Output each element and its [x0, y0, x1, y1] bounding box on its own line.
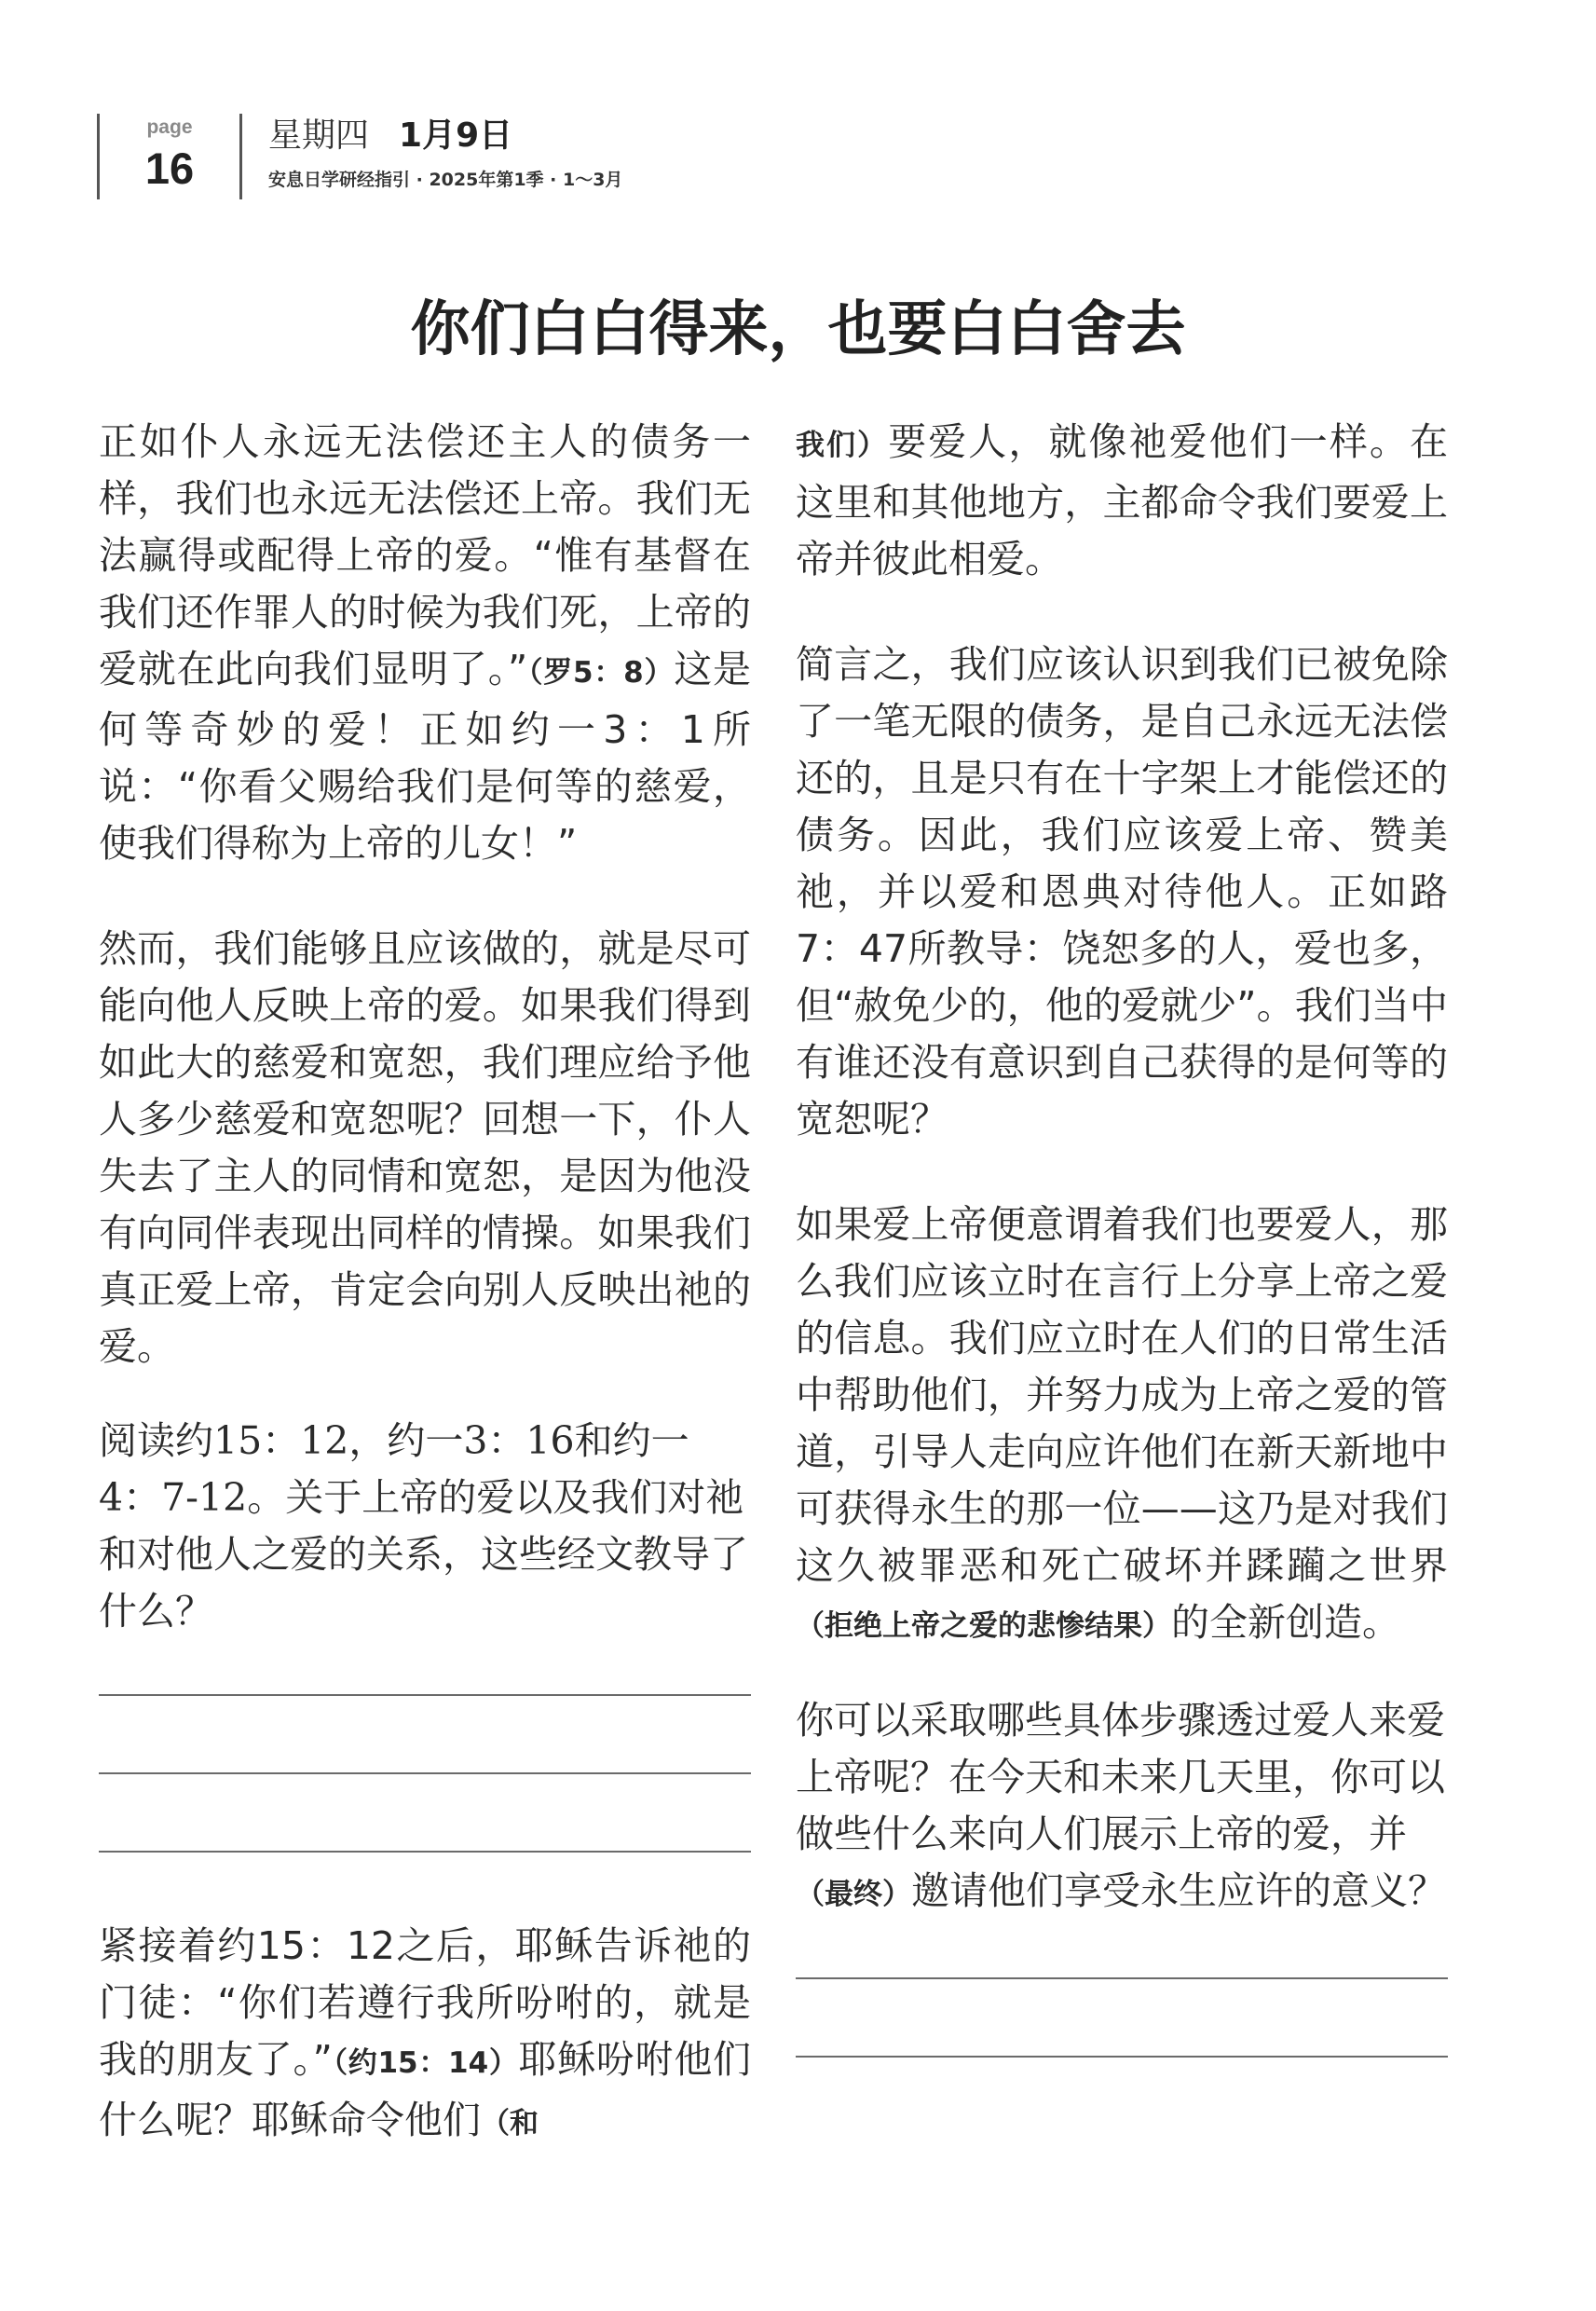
answer-lines-1	[99, 1694, 751, 1853]
weekday: 星期四	[268, 116, 370, 155]
scripture-reference: （约15：14）	[332, 2046, 519, 2080]
question-2-text-b: 邀请他们享受永生应许的意义？	[911, 1868, 1446, 1913]
paragraph-6-text-b: 的全新创造。	[1171, 1600, 1400, 1645]
bracket-note: （和	[481, 2107, 539, 2140]
right-column	[796, 414, 1448, 2058]
lesson-title: 你们白白得来，也要白白舍去	[410, 294, 1186, 364]
page-label: page	[146, 116, 193, 138]
paragraph-3-text-b: 耶稣吩咐他们什么呢？耶稣命令他们	[99, 2037, 752, 2142]
scripture-reference: （罗5：8）	[527, 656, 675, 690]
paragraph-5: 简言之，我们应该认识到我们已被免除了一笔无限的债务，是自己永远无法偿还的，且是只有在十字架上才能偿还的债务。因此，我们应该爱上帝、赞美祂，并以爱和恩典对待他人。正如路7：47所教导：饶恕多的人，爱也多，但“赦免少的，他的爱就少”。我们当中有谁还没有意识到自己获得的是何等的宽恕呢？	[796, 642, 1448, 1142]
paragraph-6-text-a: 如果爱上帝便意谓着我们也要爱人，那么我们应该立时在言行上分享上帝之爱的信息。我们应立时在人们的日常生活中帮助他们，并努力成为上帝之爱的管道，引导人走向应许他们在新天新地中可获得永生的那一位——这乃是对我们这久被罪恶和死亡破坏并蹂躏之世界	[796, 1202, 1448, 1588]
paragraph-2: 然而，我们能够且应该做的，就是尽可能向他人反映上帝的爱。如果我们得到如此大的慈爱和宽恕，我们理应给予他人多少慈爱和宽恕呢？回想一下，仆人失去了主人的同情和宽恕，是因为他没有向同伴表现出同样的情操。如果我们真正爱上帝，肯定会向别人反映出祂的爱。	[99, 926, 751, 1369]
answer-line[interactable]	[99, 1772, 751, 1774]
paragraph-1-text-a: 正如仆人永远无法偿还主人的债务一样，我们也永远无法偿还上帝。我们无法赢得或配得上帝的爱。“惟有基督在我们还作罪人的时候为我们死，上帝的爱就在此向我们显明了。”	[99, 419, 751, 691]
study-question-1: 阅读约15：12，约一3：16和约一4：7-12。关于上帝的爱以及我们对祂和对他人之爱的关系，这些经文教导了什么？	[99, 1418, 748, 1634]
left-column	[99, 414, 751, 2153]
bracket-note: 我们）	[796, 429, 889, 462]
bracket-note: （最终）	[796, 1878, 911, 1911]
answer-line[interactable]	[796, 2056, 1448, 2058]
paragraph-3-text-a: 紧接着约15：12之后，耶稣告诉祂的门徒：“你们若遵行我所吩咐的，就是我的朋友了。”	[99, 1923, 751, 2082]
page-number: 16	[144, 144, 195, 193]
answer-line[interactable]	[99, 1694, 751, 1696]
date: 1月9日	[399, 116, 513, 155]
study-question-2	[796, 1692, 1448, 1923]
page-header	[97, 114, 622, 199]
question-2-text-a: 你可以采取哪些具体步骤透过爱人来爱上帝呢？在今天和未来几天里，你可以做些什么来向人们展示上帝的爱，并	[796, 1698, 1445, 1856]
answer-line[interactable]	[796, 1977, 1448, 1979]
answer-lines-2	[796, 1977, 1448, 2058]
date-line	[268, 116, 622, 155]
bracket-note: （拒绝上帝之爱的悲惨结果）	[796, 1609, 1171, 1643]
paragraph-4	[796, 414, 1448, 588]
paragraph-3	[99, 1918, 751, 2153]
paragraph-4-text: 要爱人，就像祂爱他们一样。在这里和其他地方，主都命令我们要爱上帝并彼此相爱。	[796, 419, 1448, 581]
page-number-box	[100, 114, 239, 199]
date-box	[242, 114, 622, 199]
paragraph-1-text-b: 这是何等奇妙的爱！正如约一3：1所说：“你看父赐给我们是何等的慈爱，使我们得称为上帝的儿女！”	[99, 647, 752, 866]
paragraph-6	[796, 1197, 1448, 1655]
publication-subtitle: 安息日学研经指引 · 2025年第1季 · 1～3月	[268, 170, 623, 190]
paragraph-1	[99, 414, 751, 872]
